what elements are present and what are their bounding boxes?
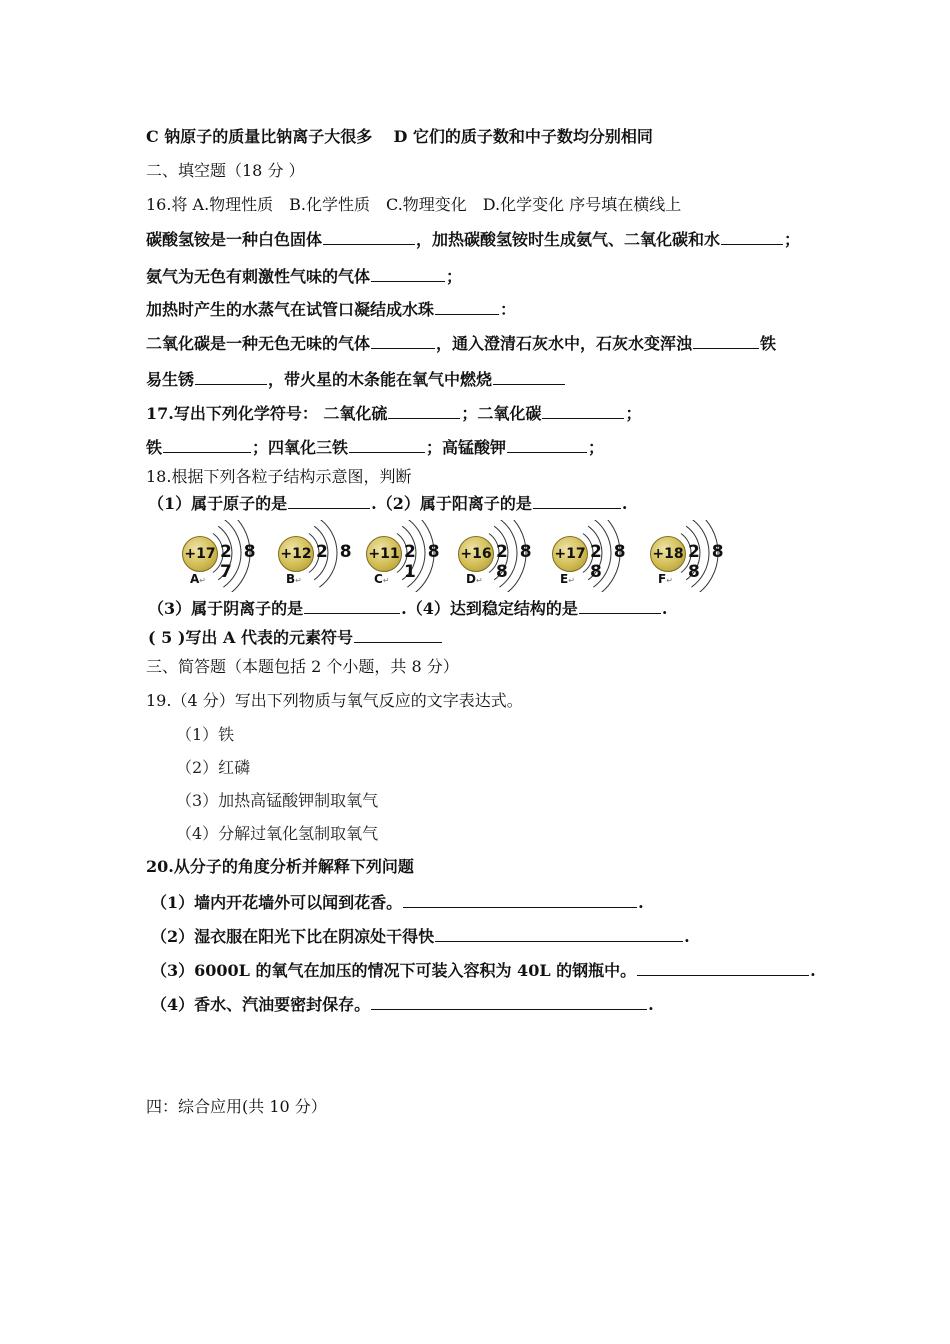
q16-s2b: ； <box>446 267 463 286</box>
atom-label <box>658 572 673 586</box>
q20-item1: （1）墙内开花墙外可以闻到花香。 <box>151 893 403 912</box>
q16-s5b: ，带火星的木条能在氧气中燃烧 <box>268 370 493 389</box>
q16-blank3[interactable] <box>371 266 445 282</box>
q16-blank7[interactable] <box>195 369 267 385</box>
q17-e: ；四氧化三铁 <box>252 438 349 457</box>
q16-line3 <box>146 299 516 320</box>
q20-prompt: 20.从分子的角度分析并解释下列问题 <box>146 857 414 876</box>
q20-item2-line <box>151 926 690 947</box>
q20-item3: （3）6000L 的氧气在加压的情况下可装入容积为 40L 的钢瓶中。 <box>151 961 637 980</box>
q16-blank4[interactable] <box>435 299 499 315</box>
q20-blank1[interactable] <box>403 892 637 908</box>
q18-blank3[interactable] <box>304 598 400 614</box>
q18-part1-line <box>148 493 627 514</box>
q18-blank2[interactable] <box>533 493 621 509</box>
nucleus-charge: +11 <box>366 536 402 572</box>
q20-blank4[interactable] <box>371 994 647 1010</box>
q18-blank1[interactable] <box>288 493 370 509</box>
nucleus-charge: +17 <box>182 536 218 572</box>
q17-line2 <box>146 437 604 458</box>
electron-counts: 2 8 7 <box>220 542 259 582</box>
q18-blank5[interactable] <box>354 627 442 643</box>
q20-item1-line <box>151 892 644 913</box>
q19-item-1: （1）铁 <box>176 725 235 744</box>
atom-diagram-a <box>176 520 266 592</box>
return-mark: ↵ <box>666 576 673 585</box>
nucleus-charge: +16 <box>458 536 494 572</box>
q16-s3b: ： <box>500 300 517 319</box>
atom-structure-diagrams <box>176 520 736 592</box>
atom-label-letter: B <box>286 572 296 586</box>
q20-end1: . <box>638 893 644 912</box>
return-mark: ↵ <box>568 576 575 585</box>
q17-b: ；二氧化碳 <box>461 404 542 423</box>
electron-counts: 2 8 1 <box>404 542 443 582</box>
q16-line2 <box>146 266 462 287</box>
q16-s4b: ，通入澄清石灰水中，石灰水变浑浊 <box>436 334 693 353</box>
q15-options-line <box>146 127 653 147</box>
q16-s1a: 碳酸氢铵是一种白色固体 <box>146 230 323 249</box>
q18-blank4[interactable] <box>579 598 661 614</box>
q16-blank2[interactable] <box>721 229 783 245</box>
return-mark: ↵ <box>382 576 390 585</box>
q16-blank8[interactable] <box>493 369 565 385</box>
q16-s2a: 氨气为无色有刺激性气味的气体 <box>146 267 371 286</box>
q16-line4 <box>146 333 776 354</box>
q17-blank2[interactable] <box>542 403 624 419</box>
q16-blank6[interactable] <box>693 333 759 349</box>
q20-blank3[interactable] <box>637 960 809 976</box>
section4-title: 四：综合应用(共 10 分） <box>146 1097 327 1116</box>
q16-blank5[interactable] <box>371 333 435 349</box>
q17-blank4[interactable] <box>349 437 425 453</box>
q16-s1b: ，加热碳酸氢铵时生成氨气、二氧化碳和水 <box>416 230 721 249</box>
atom-label <box>466 572 483 586</box>
q17-blank1[interactable] <box>388 403 460 419</box>
section2-title: 二、填空题（18 分 ） <box>146 161 305 180</box>
q20-item2: （2）湿衣服在阳光下比在阴凉处干得快 <box>151 927 435 946</box>
atom-diagram-d <box>452 520 542 592</box>
q20-blank2[interactable] <box>435 926 683 942</box>
q20-item4: （4）香水、汽油要密封保存。 <box>151 995 371 1014</box>
atom-label-letter: F <box>658 572 667 586</box>
return-mark: ↵ <box>295 576 302 585</box>
q17-line1 <box>146 403 641 424</box>
q15-option-d: D 它们的质子数和中子数均分别相同 <box>393 127 653 146</box>
atom-label-letter: D <box>466 572 476 586</box>
q15-option-c: C 钠原子的质量比钠离子大很多 <box>146 127 373 146</box>
q16-s4c: 铁 <box>760 334 777 353</box>
q18-p1a: （1）属于原子的是 <box>148 494 288 513</box>
electron-counts: 2 8 8 <box>496 542 535 582</box>
q18-p3c: . <box>661 599 668 618</box>
q19-item-3: （3）加热高锰酸钾制取氧气 <box>176 791 379 810</box>
q20-end2: . <box>684 927 690 946</box>
q18-p3b: .（4）达到稳定结构的是 <box>401 599 578 618</box>
nucleus-charge: +12 <box>278 536 314 572</box>
q18-part3-line <box>148 598 667 619</box>
atom-label-letter: E <box>560 572 569 586</box>
q19-prompt: 19.（4 分）写出下列物质与氧气反应的文字表达式。 <box>146 691 523 710</box>
q16-prompt: 16.将 A.物理性质 B.化学性质 C.物理变化 D.化学变化 序号填在横线上 <box>146 195 682 214</box>
atom-label <box>286 572 302 586</box>
return-mark: ↵ <box>475 576 483 585</box>
atom-diagram-e <box>546 520 636 592</box>
nucleus-charge: +18 <box>650 536 686 572</box>
atom-diagram-b <box>272 520 362 592</box>
q18-p1b: .（2）属于阳离子的是 <box>371 494 532 513</box>
q17-d: 铁 <box>146 438 163 457</box>
return-mark: ↵ <box>199 576 206 585</box>
atom-label <box>560 572 575 586</box>
q19-item-4: （4）分解过氧化氢制取氧气 <box>176 824 379 843</box>
q16-line1 <box>146 229 800 250</box>
atom-label <box>374 572 390 586</box>
q16-s5a: 易生锈 <box>146 370 195 389</box>
q16-line5 <box>146 369 566 390</box>
q17-c: ； <box>625 404 642 423</box>
atom-label <box>190 572 206 586</box>
q17-a: 17.写出下列化学符号： 二氧化硫 <box>146 404 388 423</box>
atom-label-letter: A <box>190 572 200 586</box>
q18-prompt: 18.根据下列各粒子结构示意图，判断 <box>146 467 412 486</box>
electron-counts: 2 8 8 <box>688 542 727 582</box>
electron-counts: 2 8 <box>316 542 355 562</box>
q19-item-2: （2）红磷 <box>176 758 251 777</box>
q17-f: ；高锰酸钾 <box>426 438 507 457</box>
q16-s1c: ； <box>784 230 801 249</box>
q20-item3-line <box>151 960 816 981</box>
nucleus-charge: +17 <box>552 536 588 572</box>
q20-end3: . <box>810 961 816 980</box>
q18-p3a: （3）属于阴离子的是 <box>148 599 304 618</box>
q16-s4a: 二氧化碳是一种无色无味的气体 <box>146 334 371 353</box>
q20-item4-line <box>151 994 654 1015</box>
atom-diagram-f <box>644 520 734 592</box>
q17-g: ； <box>588 438 605 457</box>
atom-label-letter: C <box>374 572 383 586</box>
q20-end4: . <box>648 995 654 1014</box>
q18-part5-line <box>148 627 443 648</box>
q17-blank5[interactable] <box>507 437 587 453</box>
atom-diagram-c <box>360 520 450 592</box>
section3-title: 三、简答题（本题包括 2 个小题，共 8 分） <box>146 657 459 676</box>
electron-counts: 2 8 8 <box>590 542 629 582</box>
q16-s3a: 加热时产生的水蒸气在试管口凝结成水珠 <box>146 300 435 319</box>
q18-p1c: . <box>621 494 628 513</box>
q17-blank3[interactable] <box>163 437 251 453</box>
q18-p5a: ( 5 )写出 A 代表的元素符号 <box>148 628 353 647</box>
q16-blank1[interactable] <box>323 229 415 245</box>
